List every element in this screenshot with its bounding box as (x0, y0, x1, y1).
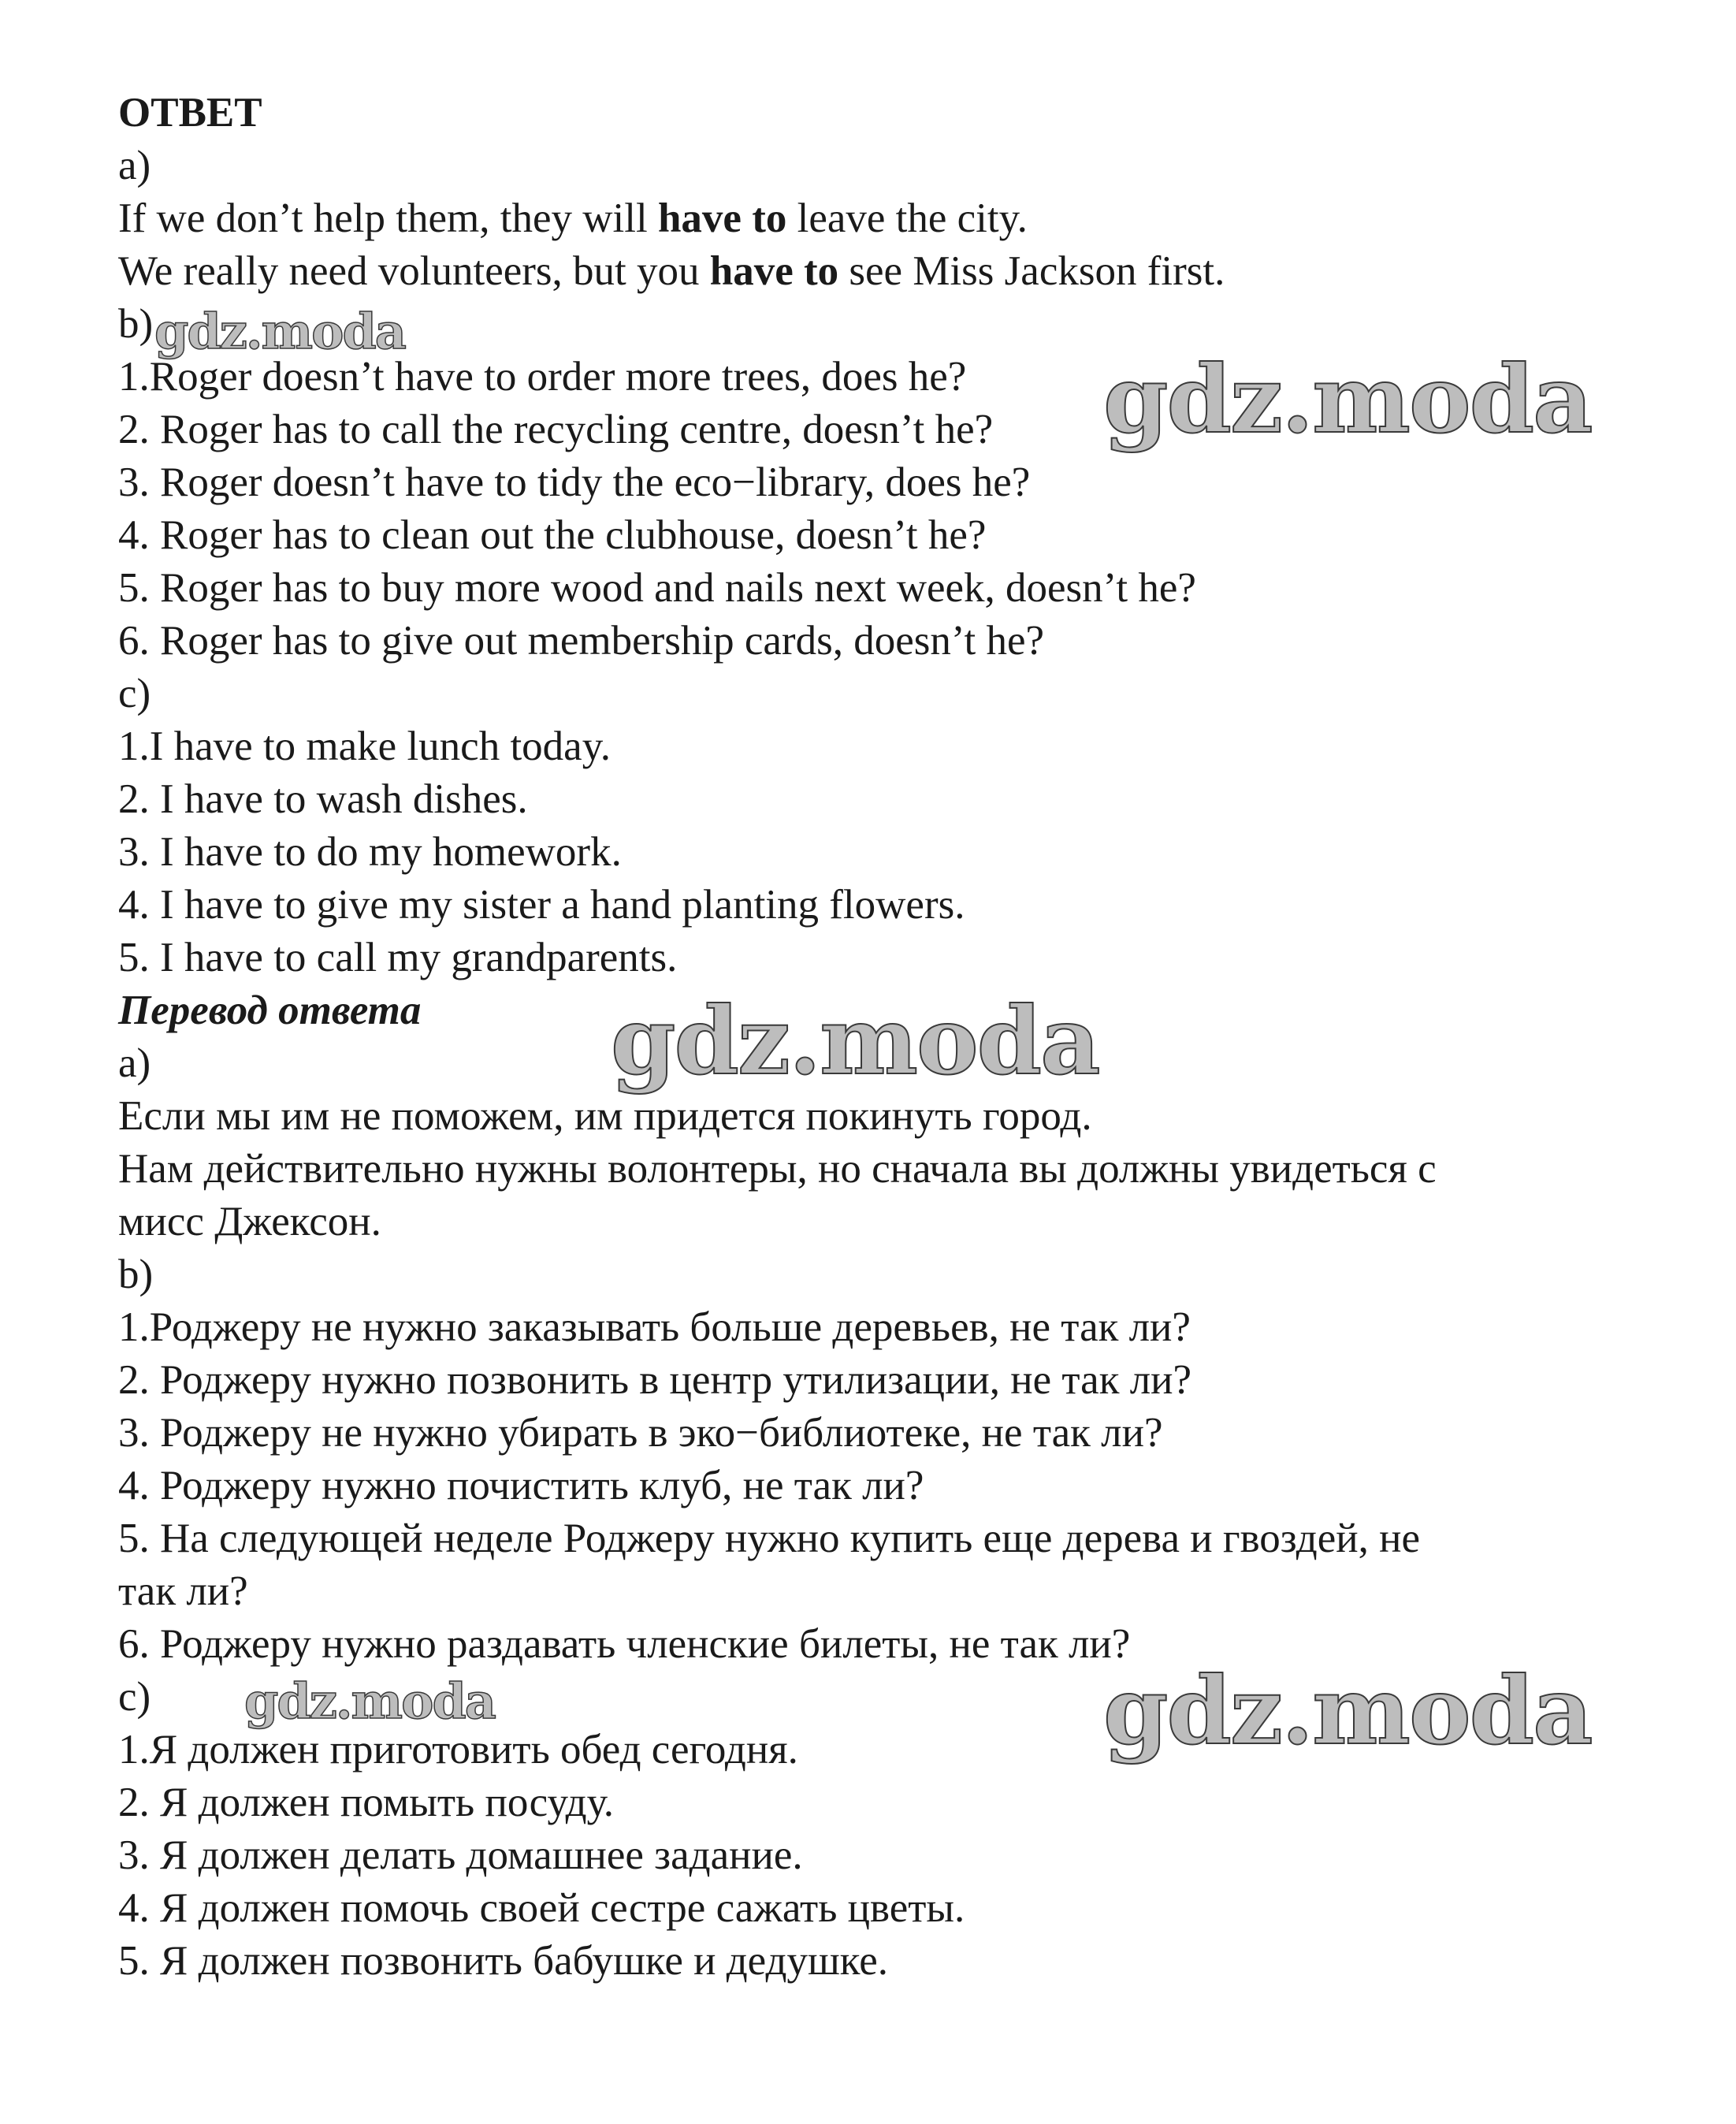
translation-b-line: 2. Роджеру нужно позвонить в центр утилизации, не так ли? (118, 1357, 1192, 1403)
answer-a-line-2: We really need volunteers, but you have to see Miss Jackson first. (118, 248, 1225, 294)
answer-c-item: 2. I have to wash dishes. (118, 776, 528, 822)
translation-a-line: мисс Джексон. (118, 1199, 381, 1244)
answer-b-item: 2. Roger has to call the recycling centre, doesn’t he? (118, 407, 994, 452)
watermark-logo: gdz.moda (611, 986, 1099, 1095)
translation-a-line: Нам действительно нужны волонтеры, но сначала вы должны увидеться с (118, 1146, 1437, 1192)
translation-c-label: c) (118, 1674, 151, 1720)
answer-b-item: 6. Roger has to give out membership cards, doesn’t he? (118, 618, 1045, 664)
answer-b-label: b) (118, 301, 154, 347)
watermark-logo: gdz.moda (154, 303, 405, 360)
translation-b-line: 6. Роджеру нужно раздавать членские билеты, не так ли? (118, 1621, 1131, 1667)
answer-b-item: 1.Roger doesn’t have to order more trees, does he? (118, 354, 967, 400)
translation-b-line: так ли? (118, 1568, 248, 1614)
watermark-logo: gdz.moda (1103, 1656, 1592, 1765)
answer-a-line-1: If we don’t help them, they will have to leave the city. (118, 195, 1028, 241)
answer-b-item: 5. Roger has to buy more wood and nails next week, doesn’t he? (118, 565, 1196, 611)
translation-c-line: 4. Я должен помочь своей сестре сажать цветы. (118, 1885, 965, 1931)
answer-c-label: c) (118, 671, 151, 716)
answer-a-label: a) (118, 143, 151, 188)
translation-c-line: 3. Я должен делать домашнее задание. (118, 1832, 803, 1878)
translation-heading: Перевод ответа (118, 988, 422, 1033)
answer-b-item: 3. Roger doesn’t have to tidy the eco−library, does he? (118, 459, 1031, 505)
translation-b-label: b) (118, 1252, 154, 1297)
translation-c-line: 2. Я должен помыть посуду. (118, 1780, 615, 1825)
translation-b-line: 4. Роджеру нужно почистить клуб, не так ли? (118, 1463, 924, 1508)
translation-b-line: 3. Роджеру не нужно убирать в эко−библиотеке, не так ли? (118, 1410, 1163, 1456)
translation-c-line: 1.Я должен приготовить обед сегодня. (118, 1727, 798, 1772)
answer-b-item: 4. Roger has to clean out the clubhouse, doesn’t he? (118, 512, 987, 558)
answer-c-item: 1.I have to make lunch today. (118, 723, 612, 769)
answer-c-item: 5. I have to call my grandparents. (118, 935, 678, 980)
emphasis-have-to: have to (657, 195, 787, 241)
answer-title: ОТВЕТ (118, 90, 262, 136)
translation-b-line: 1.Роджеру не нужно заказывать больше деревьев, не так ли? (118, 1304, 1191, 1350)
translation-c-line: 5. Я должен позвонить бабушке и дедушке. (118, 1938, 888, 1984)
answer-c-item: 4. I have to give my sister a hand planting flowers. (118, 882, 965, 928)
translation-b-line: 5. На следующей неделе Роджеру нужно купить еще дерева и гвоздей, не (118, 1516, 1421, 1561)
watermark-logo: gdz.moda (244, 1672, 495, 1730)
answer-c-item: 3. I have to do my homework. (118, 829, 622, 875)
translation-a-line: Если мы им не поможем, им придется покинуть город. (118, 1093, 1092, 1139)
emphasis-have-to: have to (709, 248, 839, 294)
translation-a-label: a) (118, 1040, 151, 1086)
watermark-logo: gdz.moda (1103, 344, 1592, 454)
